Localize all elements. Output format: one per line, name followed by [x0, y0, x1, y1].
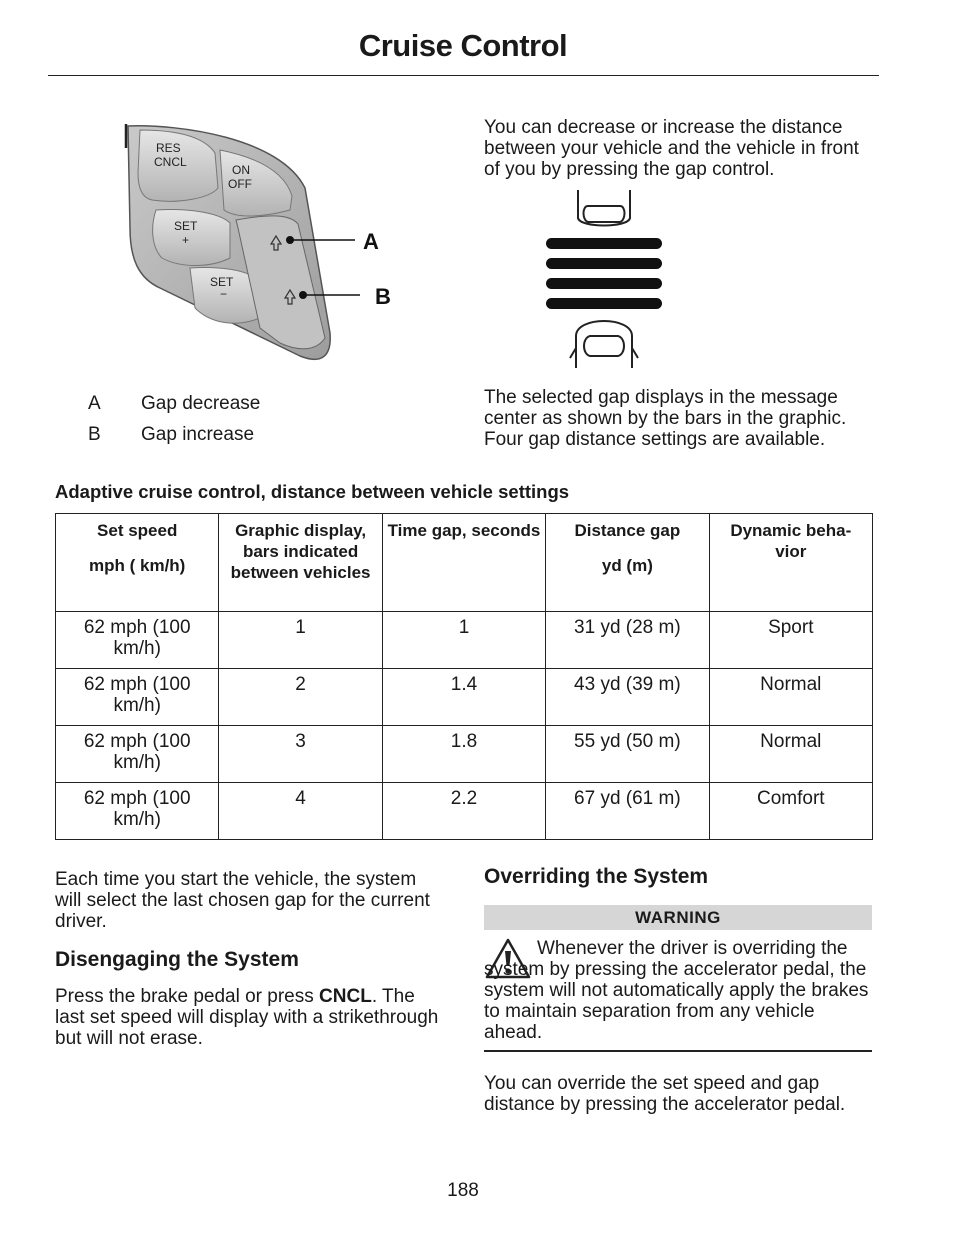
table-row [56, 783, 873, 840]
res-label: RES [156, 141, 181, 155]
overriding-heading: Overriding the System [484, 865, 709, 888]
cell-time-gap: 1.8 [382, 726, 545, 783]
gap-settings-table [55, 513, 873, 840]
disengage-text: Press the brake pedal or press [55, 986, 320, 1007]
gap-bars-graphic [540, 188, 670, 373]
disengaging-heading: Disengaging the System [55, 948, 299, 971]
cell-distance: 67 yd (61 m) [546, 783, 709, 840]
cell-set-speed: 62 mph (100 km/h) [56, 612, 219, 669]
cell-distance: 55 yd (50 m) [546, 726, 709, 783]
plus-sign: + [182, 233, 190, 247]
disengage-text-end: . The last set speed will display with a strikethrough but will not erase. [55, 986, 439, 1049]
table-row [56, 612, 873, 669]
cell-behavior: Normal [709, 669, 872, 726]
cncl-term: CNCL [319, 986, 372, 1007]
header-set-speed [56, 514, 219, 612]
cell-distance: 31 yd (28 m) [546, 612, 709, 669]
warning-text: Whenever the driver is overriding the system by pressing the accelerator pedal, the system will not automatically apply the brakes to maintain separation from any vehicle ahead. [484, 938, 869, 1043]
warning-divider [484, 1050, 872, 1052]
gap-description: The selected gap displays in the message center as shown by the bars in the graphic. Four gap distance settings are available. [484, 387, 847, 450]
on-label: ON [232, 163, 250, 177]
cell-bars: 3 [219, 726, 382, 783]
cell-time-gap: 1 [382, 612, 545, 669]
last-gap-paragraph: Each time you start the vehicle, the system will select the last chosen gap for the current driver. [55, 869, 430, 932]
off-label: OFF [228, 177, 252, 191]
table-row [56, 669, 873, 726]
table-row [56, 726, 873, 783]
header-main: Set speed [97, 521, 178, 540]
set-minus-label: SET [210, 275, 234, 289]
cell-set-speed: 62 mph (100 km/h) [56, 726, 219, 783]
page-title: Cruise Control [358, 28, 568, 63]
header-main: Graphic display, bars indicated between vehicles [230, 521, 371, 582]
header-sub: mph ( km/h) [89, 556, 186, 575]
table-caption: Adaptive cruise control, distance between vehicle settings [55, 481, 570, 502]
override-paragraph: You can override the set speed and gap distance by pressing the accelerator pedal. [484, 1073, 846, 1115]
legend-label: Gap decrease [141, 393, 261, 414]
cell-time-gap: 2.2 [382, 783, 545, 840]
legend-key: A [88, 393, 101, 414]
header-time-gap [382, 514, 545, 612]
callout-b: B [375, 284, 391, 309]
cell-behavior: Normal [709, 726, 872, 783]
header-graphic-display [219, 514, 382, 612]
cell-set-speed: 62 mph (100 km/h) [56, 783, 219, 840]
cell-set-speed: 62 mph (100 km/h) [56, 669, 219, 726]
header-dynamic-behavior [709, 514, 872, 612]
cell-bars: 1 [219, 612, 382, 669]
gap-bar [546, 278, 662, 289]
cncl-label: CNCL [154, 155, 187, 169]
header-main: Time gap, seconds [387, 521, 541, 540]
header-distance-gap [546, 514, 709, 612]
set-plus-label: SET [174, 219, 198, 233]
header-sub: yd (m) [601, 556, 653, 575]
gap-bars [546, 238, 662, 309]
gap-bar [546, 238, 662, 249]
intro-paragraph: You can decrease or increase the distance between your vehicle and the vehicle in front of you by pressing the gap control. [484, 117, 859, 180]
page-number: 188 [447, 1180, 479, 1201]
gap-bar [546, 298, 662, 309]
cell-time-gap: 1.4 [382, 669, 545, 726]
header-main: Dynamic beha- vior [730, 521, 852, 561]
cell-bars: 2 [219, 669, 382, 726]
disengaging-paragraph [55, 986, 447, 1049]
callout-a: A [363, 229, 379, 254]
header-main: Distance gap [574, 521, 681, 540]
cell-behavior: Sport [709, 612, 872, 669]
cell-behavior: Comfort [709, 783, 872, 840]
cell-distance: 43 yd (39 m) [546, 669, 709, 726]
legend-label: Gap increase [141, 424, 255, 445]
cruise-switch-illustration [120, 118, 400, 368]
title-divider [48, 75, 879, 76]
cell-bars: 4 [219, 783, 382, 840]
gap-bar [546, 258, 662, 269]
warning-banner: WARNING [484, 905, 872, 930]
minus-sign: − [220, 287, 228, 301]
table-header-row [56, 514, 873, 612]
legend-key: B [88, 424, 101, 445]
